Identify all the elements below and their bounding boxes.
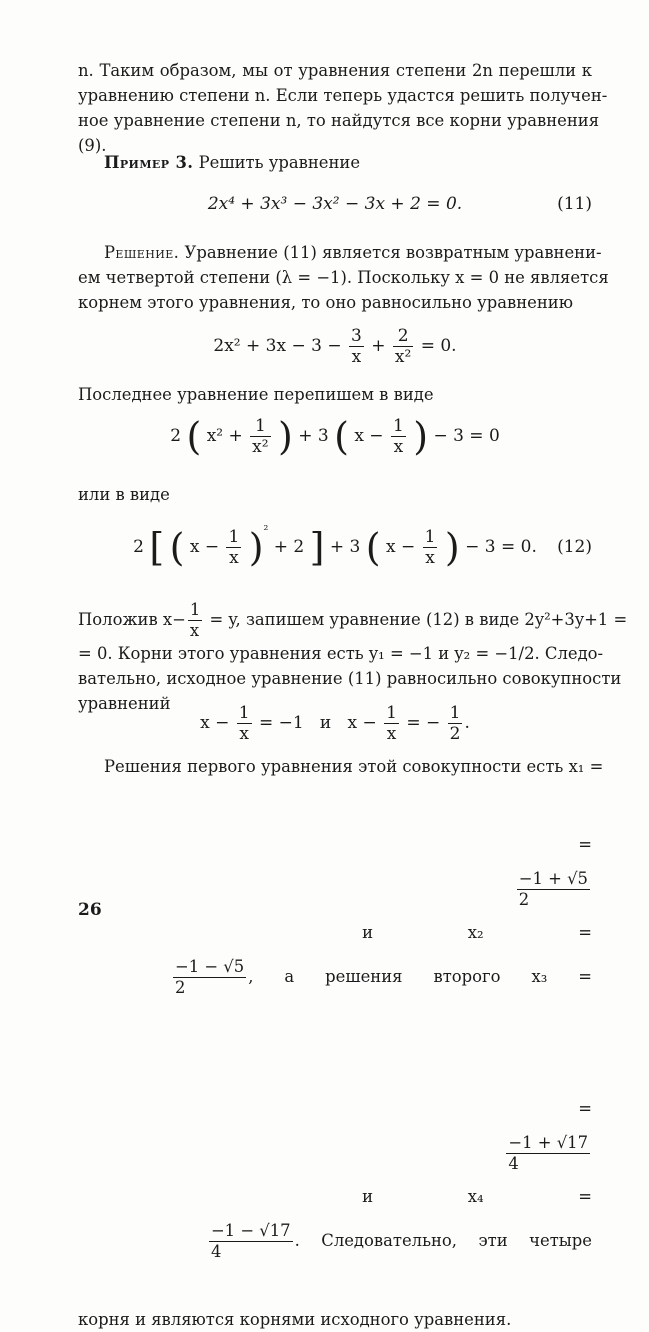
example-label: Пример 3. (104, 153, 194, 172)
fraction: $\frac{2}{\text{x²}}$ (394, 326, 412, 367)
fraction: $\frac{1}{x}$ (424, 527, 436, 568)
eq-part: 2 (133, 537, 144, 557)
equation-system (78, 703, 592, 744)
fraction: $\frac{1}{x}$ (189, 600, 201, 640)
fraction: $\frac{-1 + √17}{4}$ (508, 1133, 588, 1173)
text-line: Уравнение (11) является возвратным уравнени- (179, 243, 602, 262)
text-part: и x₂ = (362, 923, 592, 942)
fraction: $\frac{3}{x}$ (351, 326, 362, 367)
text-part: . Следовательно, эти четыре (294, 1231, 592, 1250)
fraction: $\frac{-1 - √5}{2}$ (174, 957, 245, 997)
paragraph-or (78, 482, 592, 507)
fraction: $\frac{1}{x}$ (228, 527, 240, 568)
paren-right: ) (413, 414, 429, 459)
paragraph-rewrite (78, 382, 592, 407)
fraction: $\frac{1}{\text{x²}}$ (252, 416, 269, 457)
eq-part: + (371, 336, 386, 356)
paren-left: ( (186, 414, 202, 459)
paragraph-substitution (78, 600, 628, 716)
text-line: n. Таким образом, мы от уравнения степени 2n перешли к (78, 61, 592, 80)
text-line: уравнений (78, 694, 171, 713)
eq-part: + 2 (273, 537, 305, 557)
text-line: ем четвертой степени (λ = −1). Поскольку x = 0 не является (78, 268, 609, 287)
paren-left: ( (334, 414, 349, 459)
text-line: Решения первого уравнения этой совокупности есть x₁ = (104, 757, 604, 776)
paren-right: ) (277, 414, 293, 459)
text-line: = 0. Корни этого уравнения есть y₁ = −1 и y₂ = −1/2. Следо- (78, 644, 604, 663)
text-line: (9). (78, 136, 107, 155)
eq-part: = 0. (420, 336, 457, 356)
paragraph-intro (78, 58, 608, 158)
fraction: $\frac{-1 + √5}{2}$ (518, 869, 588, 909)
example-heading (78, 150, 592, 175)
paren-right: ) (444, 525, 460, 570)
paren-left: ( (169, 525, 185, 570)
eq-part: x² + (206, 426, 243, 446)
bracket-left: [ (149, 525, 165, 570)
example-text: Решить уравнение (198, 153, 361, 172)
text-line: вательно, исходное уравнение (11) равносильно совокупности (78, 669, 622, 688)
fraction: $\frac{1}{x}$ (392, 416, 404, 457)
eq-part: x − (200, 713, 230, 733)
paragraph-roots (78, 754, 604, 1332)
eq-part: x − (189, 537, 220, 557)
text-part: = (578, 835, 592, 854)
equation-reduced (78, 326, 592, 367)
eq-part: + 3 (298, 426, 329, 446)
equation-11 (78, 194, 592, 214)
fraction: $\frac{1}{x}$ (238, 703, 250, 744)
eq-part: 2x² + 3x − 3 − (213, 336, 342, 356)
paragraph-solution (78, 240, 609, 315)
eq-part: = −1 и x − (259, 713, 377, 733)
text-line: ное уравнение степени n, то найдутся все корни уравнения (78, 111, 600, 130)
eq-part: x − (385, 537, 416, 557)
text-part: = y, запишем уравнение (12) в виде 2y²+3y+1 = (204, 610, 628, 629)
text-part: = (578, 1099, 592, 1118)
text-part: , а решения второго x₃ = (248, 967, 592, 986)
fraction: $\frac{-1 - √17}{4}$ (210, 1221, 291, 1261)
equation-grouped (78, 416, 592, 457)
text-line: или в виде (78, 485, 170, 504)
text-part: и x₄ = (362, 1187, 592, 1206)
page-number: 26 (78, 900, 102, 920)
eq-part: − 3 = 0 (433, 426, 500, 446)
text-line: Последнее уравнение перепишем в виде (78, 385, 434, 404)
equation-12 (78, 523, 592, 568)
paren-right: ) (248, 525, 264, 570)
equation-text: 2x⁴ + 3x³ − 3x² − 3x + 2 = 0. (207, 194, 463, 214)
eq-part: = − (406, 713, 441, 733)
eq-part: . (464, 713, 470, 733)
equation-number: (12) (557, 537, 592, 557)
fraction: $\frac{1}{x}$ (386, 703, 397, 744)
eq-part: 2 (170, 426, 182, 446)
text-line: корня и являются корнями исходного уравнения. (78, 1310, 512, 1329)
eq-part: x − (354, 426, 384, 446)
paren-left: ( (365, 525, 381, 570)
text-line: уравнению степени n. Если теперь удастся решить получен- (78, 86, 608, 105)
eq-part: + 3 (329, 537, 361, 557)
text-line: корнем этого уравнения, то оно равносильно уравнению (78, 293, 573, 312)
fraction: $\frac{1}{2}$ (449, 703, 461, 744)
eq-part: − 3 = 0. (465, 537, 537, 557)
bracket-right: ] (309, 525, 325, 570)
exponent: ² (263, 523, 269, 537)
solution-label: Решение. (104, 243, 180, 262)
equation-number: (11) (557, 194, 592, 214)
text-part: Положив x− (78, 610, 186, 629)
